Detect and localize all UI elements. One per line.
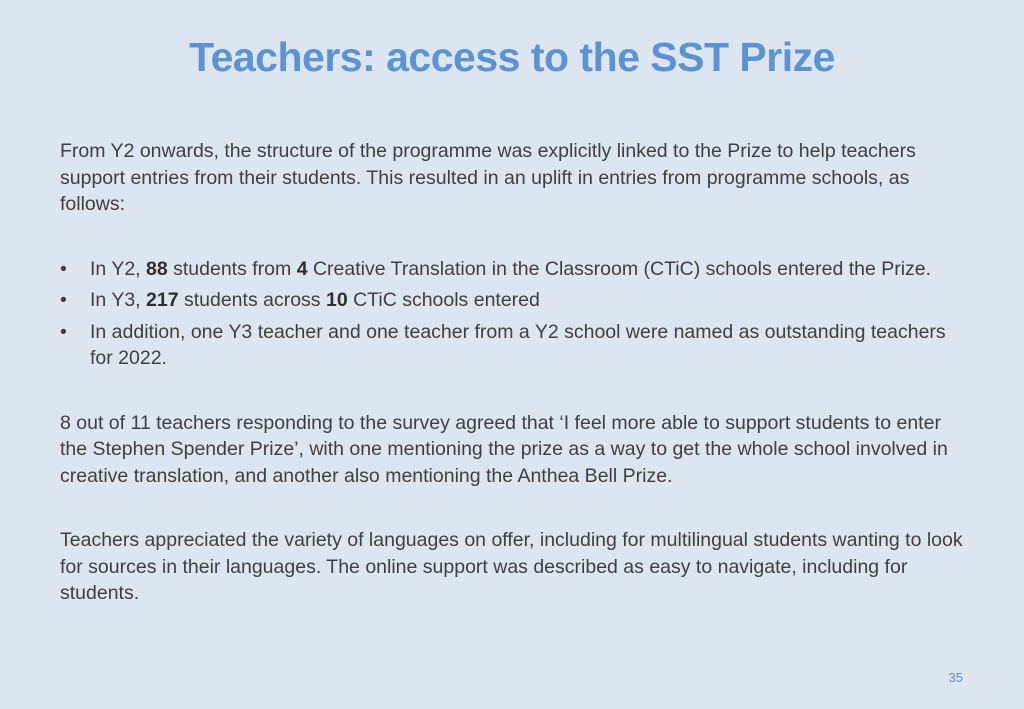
page-number: 35 xyxy=(948,670,963,685)
bullet-text-middle: students from xyxy=(167,257,297,280)
bullet-y3-entries xyxy=(60,287,970,314)
survey-paragraph: 8 out of 11 teachers responding to the survey agreed that ‘I feel more able to support students to enter the Stephen Spender Prize’, with one mentioning the prize as a way to get the whole school involved in creative translation, and another also mentioning the Anthea Bell Prize. xyxy=(60,411,948,487)
entries-bullet-list xyxy=(60,256,970,372)
intro-paragraph: From Y2 onwards, the structure of the programme was explicitly linked to the Prize to help teachers support entries from their students. This resulted in an uplift in entries from programme schools, as follows: xyxy=(60,140,916,215)
bullet-marker: • xyxy=(60,289,67,311)
slide-title: Teachers: access to the SST Prize xyxy=(189,34,835,80)
bullet-marker: • xyxy=(60,320,67,343)
y2-school-count: 4 xyxy=(296,257,308,280)
bullet-text: In addition, one Y3 teacher and one teacher from a Y2 school were named as outstanding teachers for 2022. xyxy=(90,320,946,369)
bullet-text-suffix: Creative Translation in the Classroom (CTiC) schools entered the Prize. xyxy=(307,257,932,280)
bullet-y2-entries xyxy=(60,256,970,283)
appreciation-paragraph: Teachers appreciated the variety of languages on offer, including for multilingual students wanting to look for sources in their languages. The online support was described as easy to navigate, including for students. xyxy=(60,529,963,604)
y2-student-count: 88 xyxy=(146,257,168,280)
bullet-text-prefix: In Y3, xyxy=(90,289,147,311)
bullet-outstanding-teachers xyxy=(60,319,970,372)
slide-body xyxy=(60,138,970,607)
y3-student-count: 217 xyxy=(146,289,179,311)
y3-school-count: 10 xyxy=(325,289,348,311)
bullet-text-suffix: CTiC schools entered xyxy=(347,289,540,311)
bullet-text-middle: students across xyxy=(178,289,326,311)
bullet-marker: • xyxy=(60,257,67,280)
bullet-text-prefix: In Y2, xyxy=(90,257,147,280)
